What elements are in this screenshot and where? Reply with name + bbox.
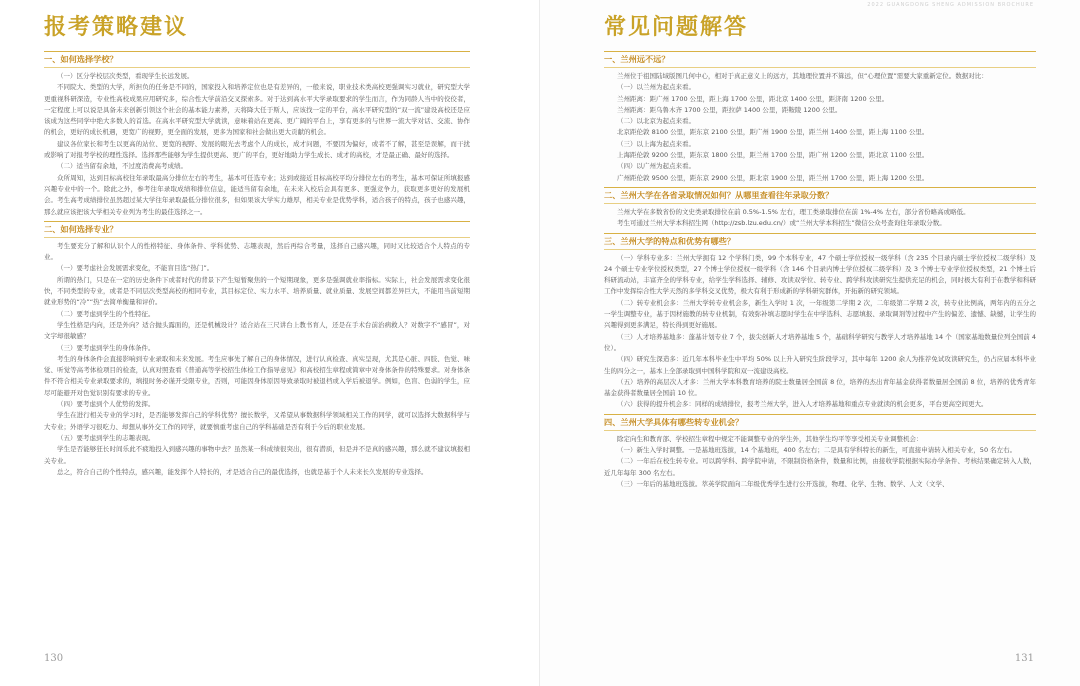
- paragraph: 所谓的热门，只是在一定的历史条件下或者时代的背景下产生短暂聚焦的一个短期现象，更多是强调就业率指标。实际上，社会发展需求变化很快，不同类型的专业，或者是不同层次类型高校的相同专业，其目标定位、实力水平、培养质量、就业质量、发展空间都差异巨大，不能用当前短期就业形势的“冷”“热”去简单衡量和评价。: [44, 275, 470, 307]
- paragraph: 学生是否能够狂长时间乐此不疲地投入到感兴趣的事物中去？虽然某一科成绩很突出，很有潜质，但是并不是真的感兴趣，那么就不建议填报相关专业。: [44, 445, 470, 465]
- right-sections: [604, 51, 1036, 490]
- left-section: [44, 221, 470, 478]
- paragraph: （三）人才培养基地多：蓬基计划专业 7 个，拔尖创新人才培养基地 5 个，基础科学研究与教学人才培养基地 14 个（国家基地数量位列全国前 4 位）。: [604, 332, 1036, 352]
- right-section: [604, 233, 1036, 411]
- paragraph: （三）要考虑到学生的身体条件。: [57, 343, 155, 352]
- section-heading: 一、如何选择学校？: [44, 51, 470, 68]
- paragraph: （三）以上海为起点来看。: [617, 139, 695, 148]
- paragraph: 除定向生和教育部、学校招生章程中规定不能调整专业的学生外，其他学生均平等享受相关专业调整机会：: [617, 434, 923, 443]
- paragraph: 上海距伦敦 9200 公里，距东京 1800 公里，距兰州 1700 公里，距广州 1200 公里，距北京 1100 公里。: [617, 151, 929, 160]
- paragraph: 建议各位家长和考生以更高的站位、更宽的视野、发展的眼光去考虑个人的成长，成才问题，不要因为偏好，或者不了解，甚至是误解，而干扰或影响了对报考学校的理性选择。选择那些能够为学生提供更高、更广的平台，更好地助力学生成长、成才的高校，才是最正确、最好的选择。: [44, 139, 470, 160]
- paragraph: （二）要考虑到学生的个性特征。: [57, 309, 155, 318]
- paragraph: 北京距伦敦 8100 公里，距东京 2100 公里，距广州 1900 公里，距兰州 1400 公里，距上海 1100 公里。: [617, 128, 929, 137]
- paragraph: （五）培养的高层次人才多：兰州大学本科教育培养的院士数量居全国前 8 位，培养的杰出青年基金获得者数量居全国前 8 位，培养的优秀青年基金获得者数量居全国前 10 位。: [604, 377, 1036, 398]
- paragraph: （一）以兰州为起点来看。: [617, 83, 695, 92]
- section-heading: 二、兰州大学在各省录取情况如何？从哪里查看往年录取分数？: [604, 187, 1036, 204]
- left-page-number: 130: [44, 653, 64, 664]
- right-page-title: 常见问题解答: [604, 14, 749, 40]
- paragraph: （四）研究生深造多：近几年本科毕业生中平均 50% 以上升入研究生阶段学习，其中每年 1200 余人为推荐免试攻读研究生，仍占应届本科毕业生的四分之一，基本上全部录取到中国科学院和双一流建设高校。: [604, 355, 1036, 375]
- paragraph: （一）学科专业多：兰州大学拥有 12 个学科门类，99 个本科专业，47 个硕士学位授权一级学科（含 235 个目录内硕士学位授权二级学科）及 24 个硕士专业学位授权类型，27 个博士学位授权一级学科（含 146 个目录内博士学位授权二级学科）及 3 个博士专业学位授权类型，21 个博士后科研流动站，丰富齐全的学科专业，给学生学科选择、辅修、攻读双学位、转专业、跨学科攻读研究生提供充足的机会，同时极大有利于在教学和科研工作中发挥综合性大学天然的多学科交叉优势，极大有利于形成新的学科研究群体，开拓新的研究领域。: [604, 253, 1036, 296]
- right-section: [604, 414, 1036, 490]
- paragraph: （一）区分学校层次类型，看现学生长远发展。: [57, 72, 194, 80]
- paragraph: （三）一年后的基地班选拔。萃英学院面向二年级优秀学生进行公开选拔，物理、化学、生物、数学、人文（文学、: [617, 479, 949, 488]
- right-section: [604, 187, 1036, 230]
- paragraph: 兰州大学在多数省份的文史类录取排位在前 0.5%-1.5% 左右，理工类录取排位在前 1%-4% 左右，部分省份略高或略低。: [617, 207, 970, 216]
- paragraph: 兰州位于祖国陆域版图几何中心，相对于真正意义上的远方，其地理位置并不算远，但“心理位置”需要大家重新定位。数据对比：: [617, 72, 988, 80]
- right-page-number: 131: [1014, 653, 1034, 664]
- paragraph: 学生在进行相关专业的学习时，是否能够发挥自己的学科优势？擅长数学，又希望从事数据科学领域相关工作的同学，就可以选择大数据科学与大专业；外语学习很吃力、却想从事外交工作的同学，就要慎重考虑自己的学科基础是否有利于今后的职业发展。: [44, 411, 470, 431]
- paragraph: （二）转专业机会多：兰州大学转专业机会多，新生入学时 1 次，一年级第二学期 2 次，二年级第二学期 2 次，转专业比例高，两年内的五分之一学生调整专业，基于因材施教的转专业机制，有效弥补填志愿时学生在中学选科、志愿填报、录取调剂等过程中产生的偏差、遗憾、缺憾，让学生的兴趣得到更多满足，特长得到更好施展。: [604, 298, 1036, 330]
- paragraph: （一）要考虑社会发展需求变化，不能盲目选“热门”。: [57, 264, 214, 273]
- paragraph: （六）获得的提升机会多：同样的成绩排位，报考兰州大学，进入人才培养基地和重点专业就读的机会更多，平台更高空间更大。: [617, 400, 988, 409]
- left-sections: [44, 51, 470, 478]
- left-section: [44, 51, 470, 218]
- section-heading: 二、如何选择专业？: [44, 221, 470, 238]
- paragraph: 众所周知，达到目标高校往年录取最高分排位左右的考生，基本可任选专业；达到或接近目标高校平均分排位左右的考生，基本可保证所填报感兴趣专业中的一个。除此之外，参考往年录取成绩和排位信息，能适当留有余地，在未来入校后会具有更多、更强竞争力，获取更多更好的发展机会。考生高考成绩排位虽然超过某大学往年录取最低分排位很多，但如果该大学实力雄厚，相关专业是优势学科，适合孩子的特点，孩子也感兴趣，那么就应该把该大学相关专业列为考生的最佳选择之一。: [44, 173, 470, 216]
- section-heading: 四、兰州大学具体有哪些转专业机会？: [604, 414, 1036, 431]
- right-page: [540, 0, 1080, 686]
- paragraph: 不同院大、类型的大学，所担负的任务是不同的，国家投入和培养定位也是有差异的，一般来说，职业技术类高校更强调实习就业，研究型大学更重视科研深造，专业性高校成果应用研究多，综合性大学前沿交叉探索多。对于达到高水平大学录取要求的学生而言，作为同龄人当中的佼佼者，一定程度上可以说是具备未来创新引领这个社会的基本能力素养，天将降大任于斯人，应该找一定的平台，高水平研究型的“双一流”建设高校还是应该成为这些同学中绝大多数人的首选。在高水平研究型大学就读，意味着站在更高、更广阔的平台上，享有更多的与世界一流大学对话、交流、协作的机会，更好的成长机遇，更宽广的视野，更全面的发展，更多为国家和社会做出更大贡献的机会。: [44, 83, 470, 137]
- paragraph: （四）要考虑到个人优势的发挥。: [57, 400, 155, 409]
- paragraph: 考生的身体条件会直接影响到专业录取和未来发展。考生应事先了解自己的身体情况，进行认真检查、真实呈现，尤其是心脏、四肢、色觉、味觉、听觉等高考体检项目的检查，认真对照查看《普通高等学校招生体检工作指导意见》和高校招生章程或简章中对身体条件的特殊要求。对身体条件不符合相关专业录取要求的，填报时务必谨开受限专业，否则，可能因身体原因导致录取时被退档或入学后被退学。例如，色盲、色弱的学生，应尽可能避开对色觉识别有要求的专业。: [44, 354, 470, 397]
- running-head: 2022 GUANGDONG SHENG ADMISSION BROCHURE: [867, 2, 1034, 8]
- paragraph: （二）一年后在校生转专业。可以跨学科、跨学院申请，不限制资格条件，数量和比例，由接收学院根据实际办学条件、考核结果确定转入人数，近几年每年 300 名左右。: [604, 457, 1036, 477]
- section-heading: 一、兰州远不远？: [604, 51, 1036, 68]
- section-heading: 三、兰州大学的特点和优势有哪些？: [604, 233, 1036, 250]
- paragraph: 总之，符合自己的个性特点，感兴趣，能发挥个人特长的，才是适合自己的最优选择，也就是基于个人未来长久发展的专业选择。: [57, 467, 428, 476]
- paragraph: （四）以广州为起点来看。: [617, 162, 695, 171]
- paragraph: 考生要充分了解和认识个人的性格特征、身体条件、学科优势、志趣表现，然后再综合考量，选择自己感兴趣，同时又比较适合个人特点的专业。: [44, 241, 470, 262]
- paragraph: （二）以北京为起点来看。: [617, 117, 695, 126]
- left-page-title: 报考策略建议: [44, 14, 189, 40]
- paragraph: （一）新生入学时调整。一是基地班选拔，14 个基地班，400 名左右；二是具有学科特长的新生，可直接申请转入相关专业，50 名左右。: [617, 446, 1017, 455]
- paragraph: （五）要考虑到学生的志趣表现。: [57, 433, 155, 442]
- paragraph: （二）适当留有余地，不过度消费高考成绩。: [57, 162, 187, 171]
- paragraph: 兰州距离：距广州 1700 公里，距上海 1700 公里，距北京 1400 公里，距济南 1200 公里。: [617, 94, 889, 103]
- paragraph: 学生性格是内向，还是外向？适合抛头露面的，还是机械设计？适合站在三尺讲台上教书育人，还是在手术台前治病救人？对数字不“感冒”，对文字却很敏感？: [44, 320, 470, 341]
- paragraph: 考生可通过兰州大学本科招生网（http://zsb.lzu.edu.cn/）或“兰州大学本科招生”微信公众号查询往年录取分数。: [617, 219, 946, 228]
- paragraph: 广州距伦敦 9500 公里，距东京 2900 公里，距北京 1900 公里，距兰州 1700 公里，距上海 1200 公里。: [617, 173, 929, 182]
- paragraph: 兰州距离：距乌鲁木齐 1700 公里，距拉萨 1400 公里，距鞍陵 1200 公里。: [617, 105, 842, 114]
- right-section: [604, 51, 1036, 184]
